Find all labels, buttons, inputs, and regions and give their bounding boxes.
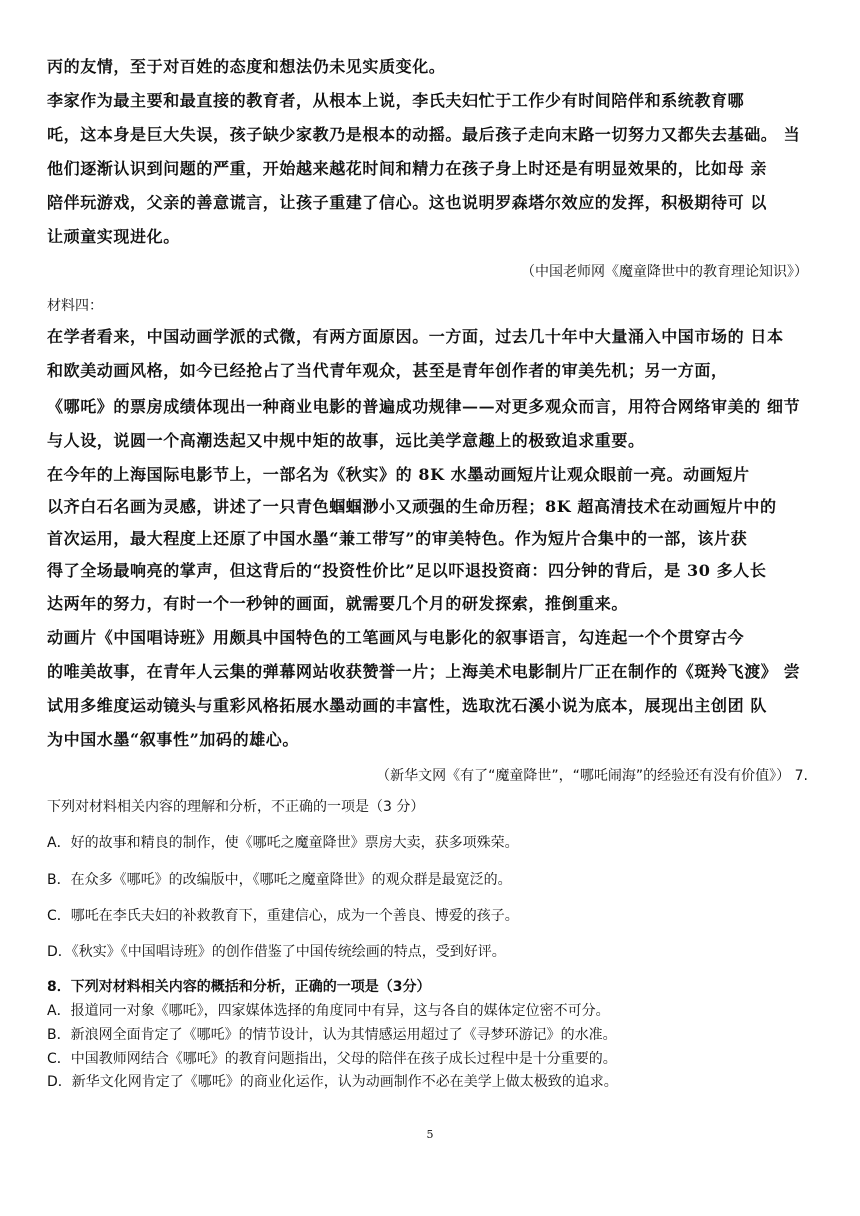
text-line: 以齐白石名画为灵感，讲述了一只青色蝈蝈渺小又顽强的生命历程；8K 超高清技术在动画短片中的 [47,497,777,516]
text-line: 得了全场最响亮的掌声，但这背后的“投资性价比”足以吓退投资商：四分钟的背后，是 30 多人长 [47,561,767,580]
text-line: 吒，这本身是巨大失误，孩子缺少家教乃是根本的动摇。最后孩子走向末路一切努力又都失去基础。 当 [47,125,801,144]
text-line: 的唯美故事，在青年人云集的弹幕网站收获赞誉一片；上海美术电影制片厂正在制作的《斑羚飞渡》 尝 [47,662,801,681]
text-line: 动画片《中国唱诗班》用颇具中国特色的工笔画风与电影化的叙事语言，勾连起一个个贯穿古今 [47,628,745,647]
text-line: 他们逐渐认识到问题的严重，开始越来越花时间和精力在孩子身上时还是有明显效果的，比如母 亲 [47,159,767,178]
text-line: 为中国水墨“叙事性”加码的雄心。 [47,730,300,749]
question-7-option-d: D．《秋实》《中国唱诗班》的创作借鉴了中国传统绘画的特点，受到好评。 [47,944,506,960]
question-7-option-c: C．哪吒在李氏夫妇的补救教育下，重建信心，成为一个善良、博爱的孩子。 [47,908,519,924]
page-number: 5 [426,1128,434,1141]
question-8-stem: 8．下列对材料相关内容的概括和分析，正确的一项是（3分） [47,979,431,995]
question-8-option-a: A．报道同一对象《哪吒》，四家媒体选择的角度同中有异，这与各自的媒体定位密不可分。 [47,1003,610,1019]
material-label: 材料四： [47,298,103,314]
text-line: 李家作为最主要和最直接的教育者，从根本上说，李氏夫妇忙于工作少有时间陪伴和系统教育哪 [47,91,745,110]
text-line: 达两年的努力，有时一个一秒钟的画面，就需要几个月的研发探索，推倒重来。 [47,594,629,613]
question-7-option-a: A．好的故事和精良的制作，使《哪吒之魔童降世》票房大卖，获多项殊荣。 [47,835,519,851]
text-line: 与人设，说圆一个高潮迭起又中规中矩的故事，远比美学意趣上的极致追求重要。 [47,431,645,450]
text-line: 和欧美动画风格，如今已经抢占了当代青年观众，甚至是青年创作者的审美先机；另一方面， [47,361,728,380]
question-8-option-c: C．中国教师网结合《哪吒》的教育问题指出，父母的陪伴在孩子成长过程中是十分重要的。 [47,1051,617,1067]
text-line: 让顽童实现进化。 [47,227,180,246]
text-line: 在今年的上海国际电影节上，一部名为《秋实》的 8K 水墨动画短片让观众眼前一亮。动画短片 [47,465,750,484]
source-citation: （中国老师网《魔童降世中的教育理论知识》） [521,264,808,280]
question-8-option-d: D．新华文化网肯定了《哪吒》的商业化运作，认为动画制作不必在美学上做太极致的追求。 [47,1074,618,1090]
text-line: 试用多维度运动镜头与重彩风格拓展水墨动画的丰富性，选取沈石溪小说为底本，展现出主创团 队 [47,696,767,715]
text-line: 首次运用，最大程度上还原了中国水墨“兼工带写”的审美特色。作为短片合集中的一部，该片获 [47,529,748,548]
text-line: 《哪吒》的票房成绩体现出一种商业电影的普遍成功规律——对更多观众而言，用符合网络审美的 细节 [47,397,801,416]
question-7-stem: 下列对材料相关内容的理解和分析，不正确的一项是（3 分） [47,799,425,815]
text-line: 在学者看来，中国动画学派的式微，有两方面原因。一方面，过去几十年中大量涌入中国市场的 日本 [47,327,784,346]
source-citation: （新华文网《有了“魔童降世”，“哪吒闹海”的经验还有没有价值》） 7. [376,768,808,784]
question-8-option-b: B．新浪网全面肯定了《哪吒》的情节设计，认为其情感运用超过了《寻梦环游记》的水准。 [47,1027,617,1043]
text-line: 陪伴玩游戏，父亲的善意谎言，让孩子重建了信心。这也说明罗森塔尔效应的发挥，积极期待可 以 [47,193,767,212]
question-7-option-b: B．在众多《哪吒》的改编版中，《哪吒之魔童降世》的观众群是最宽泛的。 [47,872,512,888]
text-line: 丙的友情，至于对百姓的态度和想法仍未见实质变化。 [47,57,446,76]
